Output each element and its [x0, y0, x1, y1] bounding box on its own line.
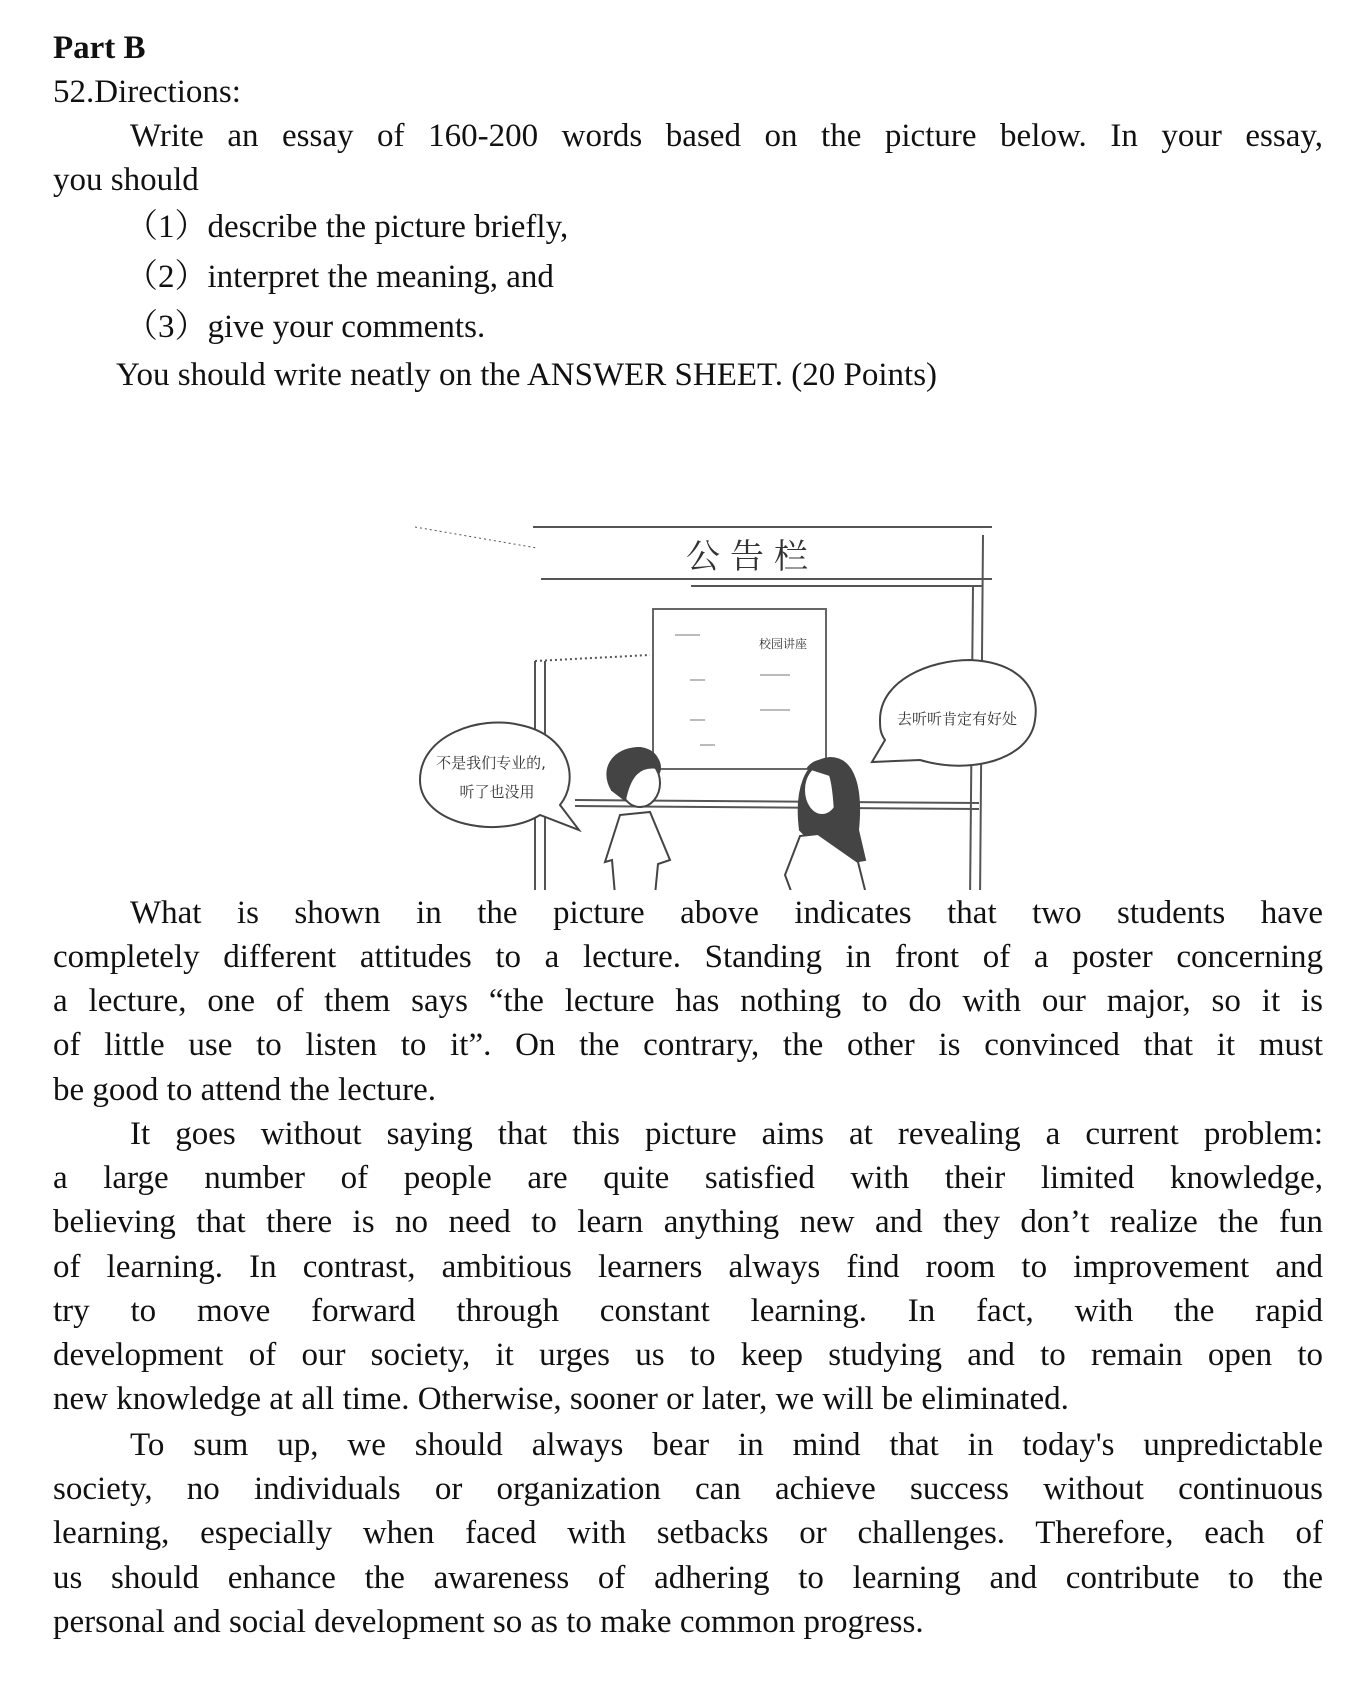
essay-line: believing that there is no need to learn anything new and they don’t realize the fun — [53, 1204, 1323, 1240]
board-title: 公告栏 — [686, 537, 818, 577]
essay-line: development of our society, it urges us to keep studying and to remain open to — [53, 1337, 1323, 1373]
boy-speech-bubble — [420, 722, 579, 830]
direction-item: （1）describe the picture briefly, — [125, 209, 569, 245]
essay-line: be good to attend the lecture. — [53, 1072, 437, 1108]
poster-title: 校园讲座 — [758, 637, 808, 651]
girl-speech-line: 去听听肯定有好处 — [896, 710, 1018, 728]
essay-line: new knowledge at all time. Otherwise, sooner or later, we will be eliminated. — [53, 1381, 1069, 1417]
essay-line: learning, especially when faced with setbacks or challenges. Therefore, each of — [53, 1515, 1323, 1551]
directions-line: you should — [53, 162, 199, 198]
directions-note: You should write neatly on the ANSWER SHEET. (20 Points) — [116, 357, 938, 393]
boy-speech-line: 听了也没用 — [459, 783, 535, 801]
essay-line: What is shown in the picture above indicates that two students have — [130, 895, 1323, 931]
poster-text-marks — [675, 635, 790, 745]
girl-figure — [785, 758, 870, 890]
essay-line: of learning. In contrast, ambitious learners always find room to improvement and — [53, 1249, 1323, 1285]
direction-item: （2）interpret the meaning, and — [125, 259, 554, 295]
heading-part: Part B — [53, 30, 146, 66]
question-number: 52.Directions: — [53, 74, 241, 110]
girl-speech-bubble — [872, 660, 1036, 766]
essay-line: try to move forward through constant learning. In fact, with the rapid — [53, 1293, 1323, 1329]
essay-line: To sum up, we should always bear in mind that in today's unpredictable — [130, 1427, 1323, 1463]
directions-line: Write an essay of 160-200 words based on the picture below. In your essay, — [130, 118, 1323, 154]
boy-speech-line: 不是我们专业的, — [436, 754, 546, 772]
essay-line: society, no individuals or organization can achieve success without continuous — [53, 1471, 1323, 1507]
cartoon-illustration — [390, 430, 1050, 890]
lecture-poster — [653, 609, 826, 769]
essay-line: completely different attitudes to a lecture. Standing in front of a poster concerning — [53, 939, 1323, 975]
boy-figure — [605, 748, 670, 890]
essay-line: of little use to listen to it”. On the contrary, the other is convinced that it must — [53, 1027, 1323, 1063]
direction-item: （3）give your comments. — [125, 309, 486, 345]
essay-line: It goes without saying that this picture aims at revealing a current problem: — [130, 1116, 1323, 1152]
essay-line: a lecture, one of them says “the lecture has nothing to do with our major, so it is — [53, 983, 1323, 1019]
essay-line: us should enhance the awareness of adhering to learning and contribute to the — [53, 1560, 1323, 1596]
essay-line: personal and social development so as to make common progress. — [53, 1604, 924, 1640]
essay-line: a large number of people are quite satisfied with their limited knowledge, — [53, 1160, 1323, 1196]
